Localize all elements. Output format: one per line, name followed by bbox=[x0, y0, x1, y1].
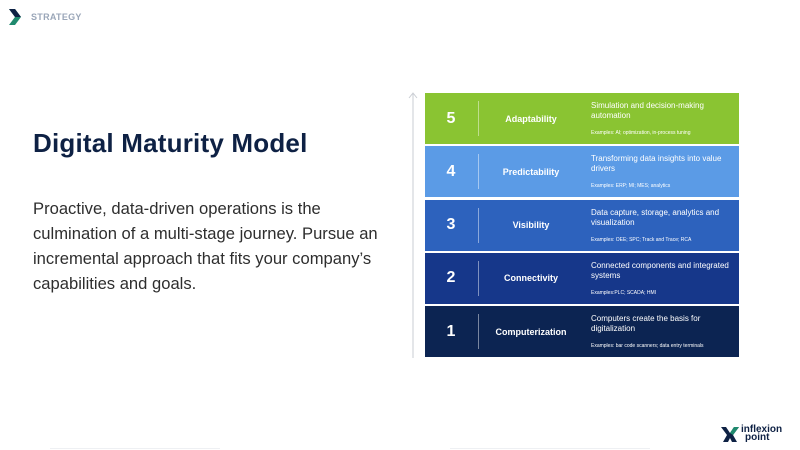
level-examples: Examples: OEE; SPC; Track and Trace; RCA bbox=[591, 236, 692, 243]
level-number: 4 bbox=[446, 162, 456, 180]
brand-wordmark bbox=[741, 426, 782, 442]
level-description: Data capture, storage, analytics and visualization bbox=[591, 207, 720, 227]
section-label: STRATEGY bbox=[31, 12, 82, 22]
level-name: Visibility bbox=[512, 220, 550, 230]
level-name: Computerization bbox=[495, 326, 567, 337]
chevron-logo-icon bbox=[9, 9, 21, 25]
level-examples: Examples: ERP; MI; MES; analytics bbox=[591, 183, 671, 190]
brand-word-2: point bbox=[745, 432, 770, 443]
level-number: 1 bbox=[446, 322, 456, 340]
maturity-level-5 bbox=[425, 93, 739, 144]
level-description: Computers create the basis for digitalization bbox=[591, 314, 701, 333]
body-paragraph: Proactive, data-driven operations is the culmination of a multi-stage journey. Pursue an incremental approach that fits your company’s capabilities and goals. bbox=[33, 199, 378, 293]
inflexion-x-icon bbox=[721, 425, 739, 443]
level-description: Transforming data insights into value drivers bbox=[591, 154, 722, 174]
maturity-level-1 bbox=[425, 306, 739, 357]
page-title: Digital Maturity Model bbox=[33, 128, 308, 158]
brand-word-1: inflexion bbox=[741, 424, 783, 435]
footer-divider-left bbox=[50, 448, 220, 449]
level-number: 2 bbox=[446, 269, 456, 287]
level-description: Simulation and decision-making automation bbox=[591, 101, 704, 120]
maturity-level-3 bbox=[425, 200, 739, 251]
level-number: 3 bbox=[446, 216, 456, 233]
level-name: Connectivity bbox=[503, 273, 558, 284]
brand-logo bbox=[721, 425, 782, 443]
maturity-level-4 bbox=[425, 146, 739, 197]
slide-header bbox=[9, 9, 82, 25]
maturity-level-2 bbox=[425, 253, 739, 304]
maturity-level-stack bbox=[425, 93, 739, 357]
level-examples: Examples:PLC; SCADA; HMI bbox=[591, 289, 657, 296]
up-arrow-icon bbox=[407, 90, 419, 358]
level-name: Predictability bbox=[502, 166, 560, 177]
level-name: Adaptability bbox=[505, 113, 557, 124]
level-examples: Examples: AI; optimization, in-process tuning bbox=[591, 130, 691, 136]
footer-divider-right bbox=[450, 448, 650, 449]
level-description: Connected components and integrated systems bbox=[591, 260, 729, 280]
level-number: 5 bbox=[446, 109, 456, 127]
level-examples: Examples: bar code scanners; data entry terminals bbox=[591, 343, 704, 349]
